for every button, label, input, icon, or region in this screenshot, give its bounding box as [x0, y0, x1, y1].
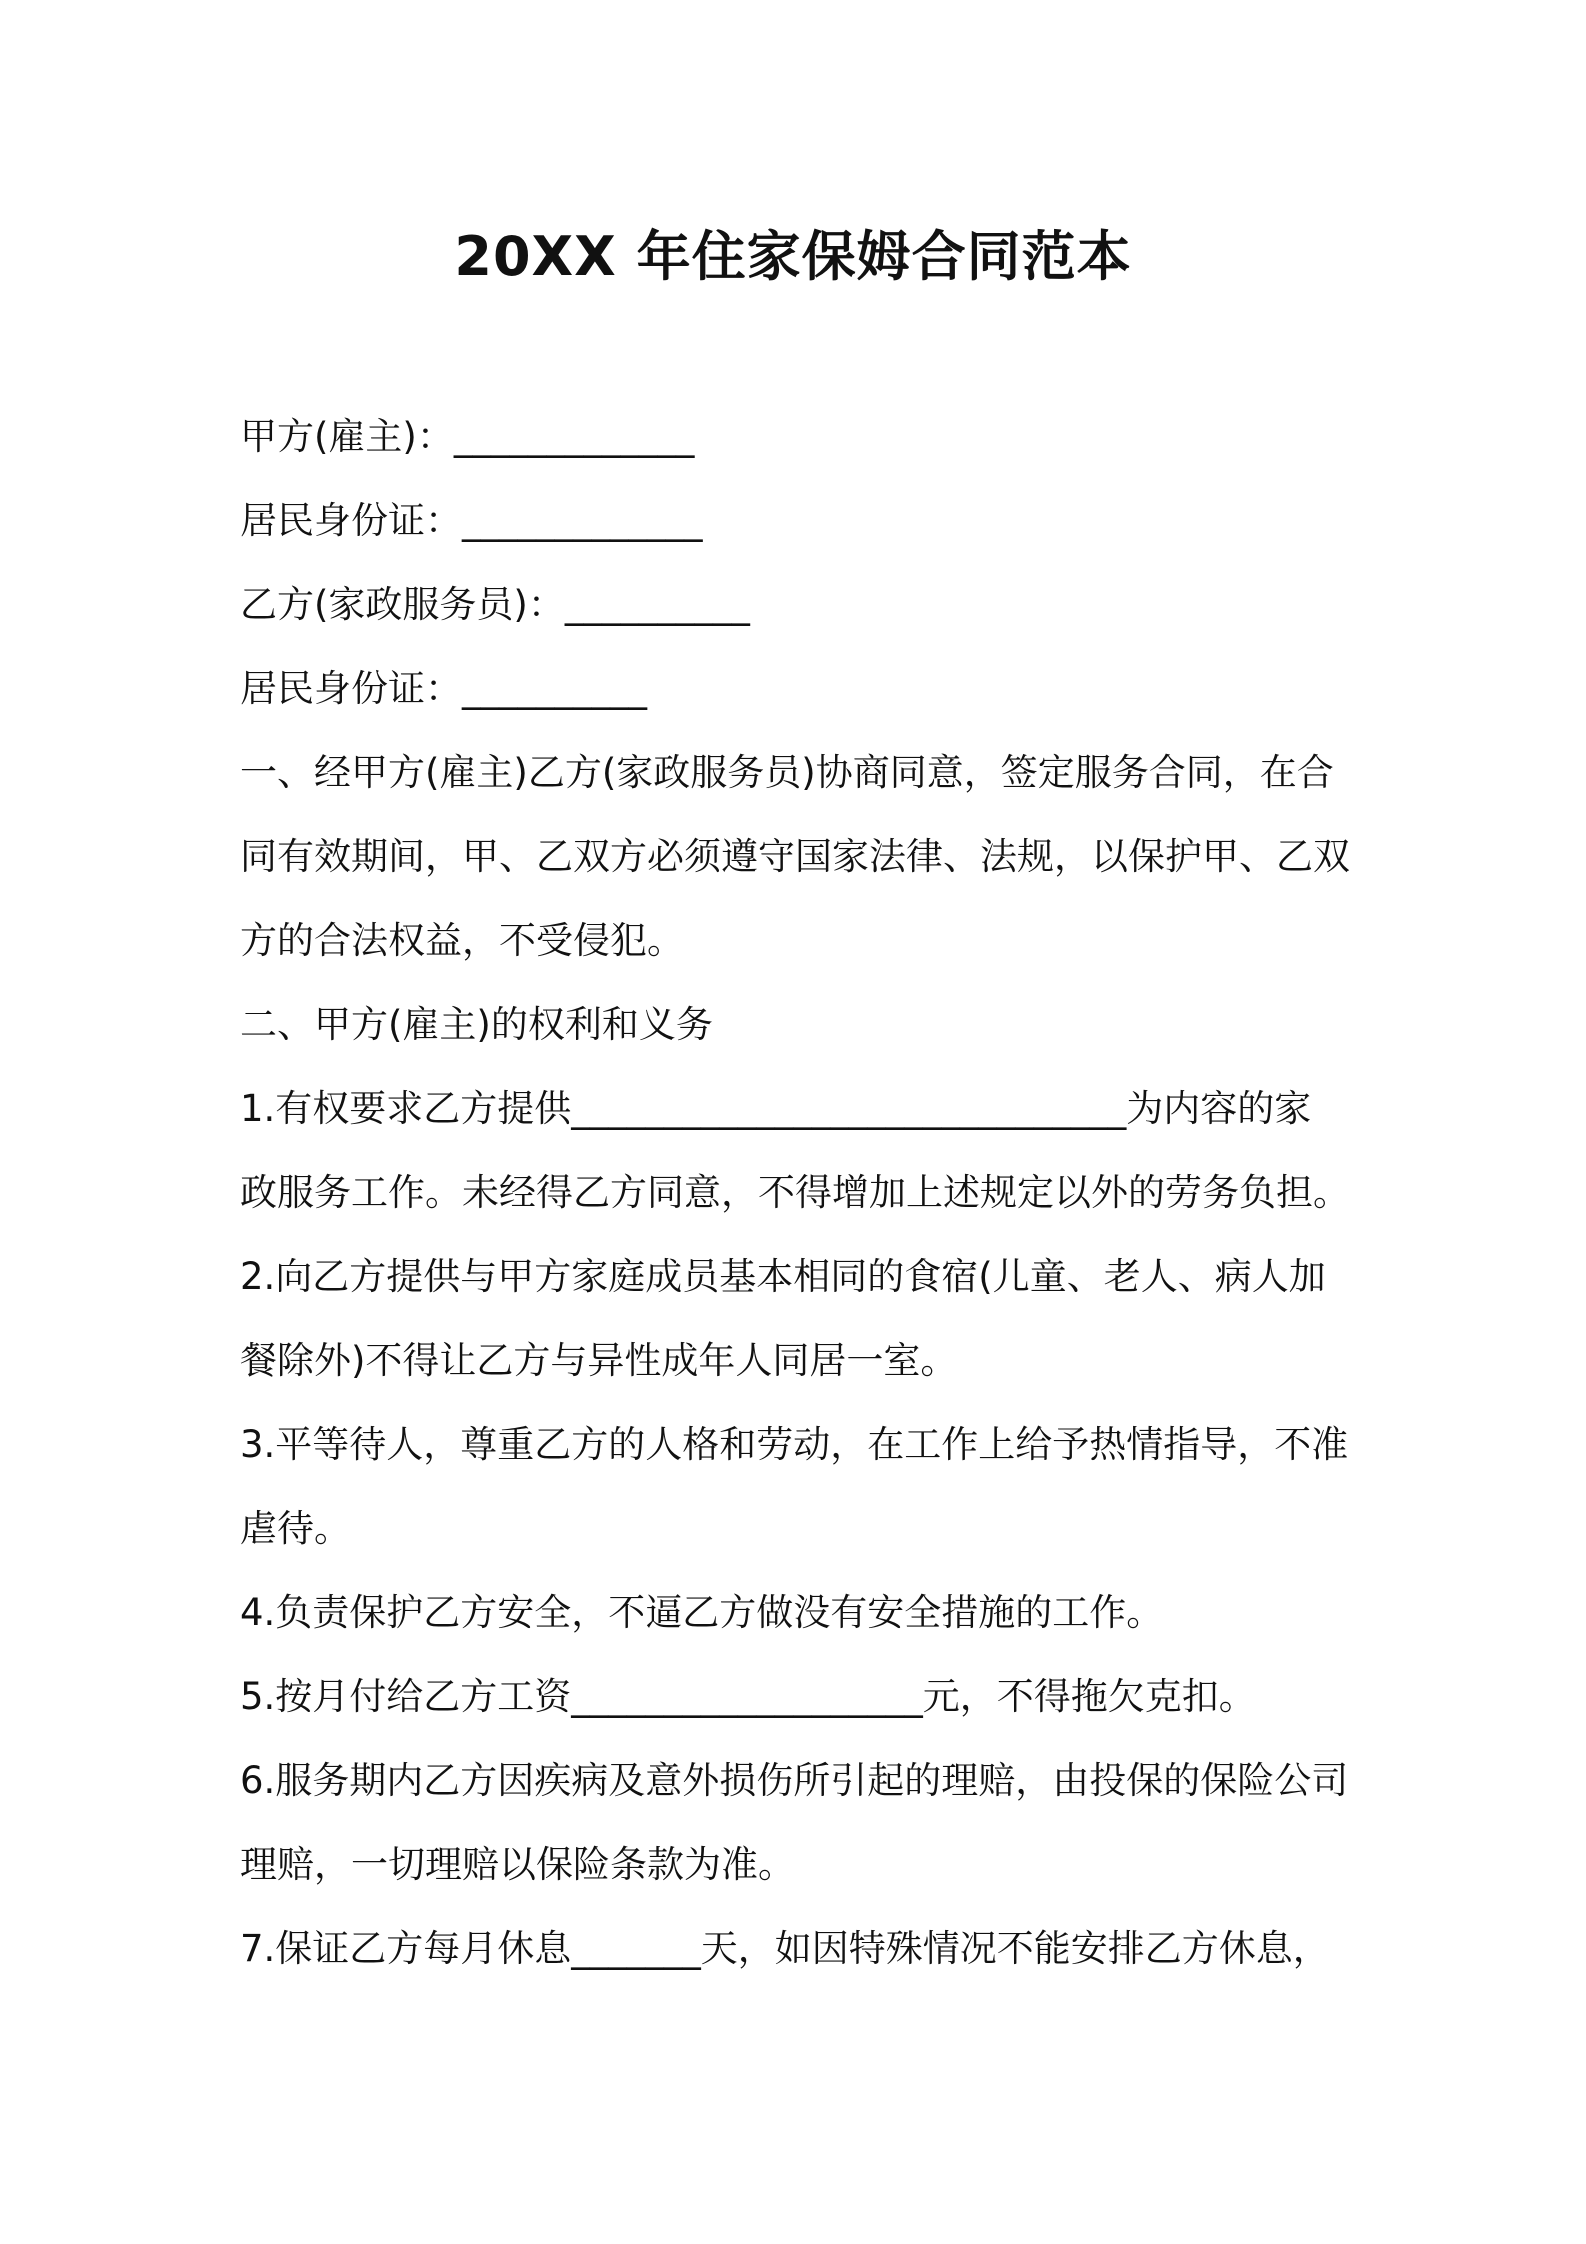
clause-3-line-2: 虐待。: [240, 1507, 351, 1550]
section-2-heading: 二、甲方(雇主)的权利和义务: [240, 1003, 713, 1046]
clause-2-line-2: 餐除外)不得让乙方与异性成年人同居一室。: [240, 1339, 958, 1382]
party-a-id-line: 居民身份证：_____________: [240, 499, 703, 542]
clause-4-line: 4.负责保护乙方安全，不逼乙方做没有安全措施的工作。: [240, 1591, 1164, 1634]
document-title: 20XX 年住家保姆合同范本: [454, 225, 1132, 288]
section-1-text-line-1: 一、经甲方(雇主)乙方(家政服务员)协商同意，签定服务合同，在合: [240, 751, 1334, 794]
section-1-text-line-2: 同有效期间，甲、乙双方必须遵守国家法律、法规，以保护甲、乙双: [240, 835, 1350, 878]
clause-2-line-1: 2.向乙方提供与甲方家庭成员基本相同的食宿(儿童、老人、病人加: [240, 1255, 1326, 1298]
party-b-id-line: 居民身份证：__________: [240, 667, 647, 710]
clause-6-line-1: 6.服务期内乙方因疾病及意外损伤所引起的理赔，由投保的保险公司: [240, 1759, 1349, 1802]
party-a-employer-line: 甲方(雇主)：_____________: [240, 415, 695, 458]
party-b-domestic-worker-line: 乙方(家政服务员)：__________: [240, 583, 750, 626]
section-1-text-line-3: 方的合法权益，不受侵犯。: [240, 919, 684, 962]
clause-5-line: 5.按月付给乙方工资___________________元，不得拖欠克扣。: [240, 1675, 1256, 1718]
clause-1-line-2: 政服务工作。未经得乙方同意，不得增加上述规定以外的劳务负担。: [240, 1171, 1350, 1214]
clause-7-line-1: 7.保证乙方每月休息_______天，如因特殊情况不能安排乙方休息，: [240, 1927, 1330, 1970]
clause-6-line-2: 理赔，一切理赔以保险条款为准。: [240, 1843, 795, 1886]
clause-1-line-1: 1.有权要求乙方提供______________________________为内容的家: [240, 1087, 1312, 1130]
clause-3-line-1: 3.平等待人，尊重乙方的人格和劳动，在工作上给予热情指导，不准: [240, 1423, 1349, 1466]
